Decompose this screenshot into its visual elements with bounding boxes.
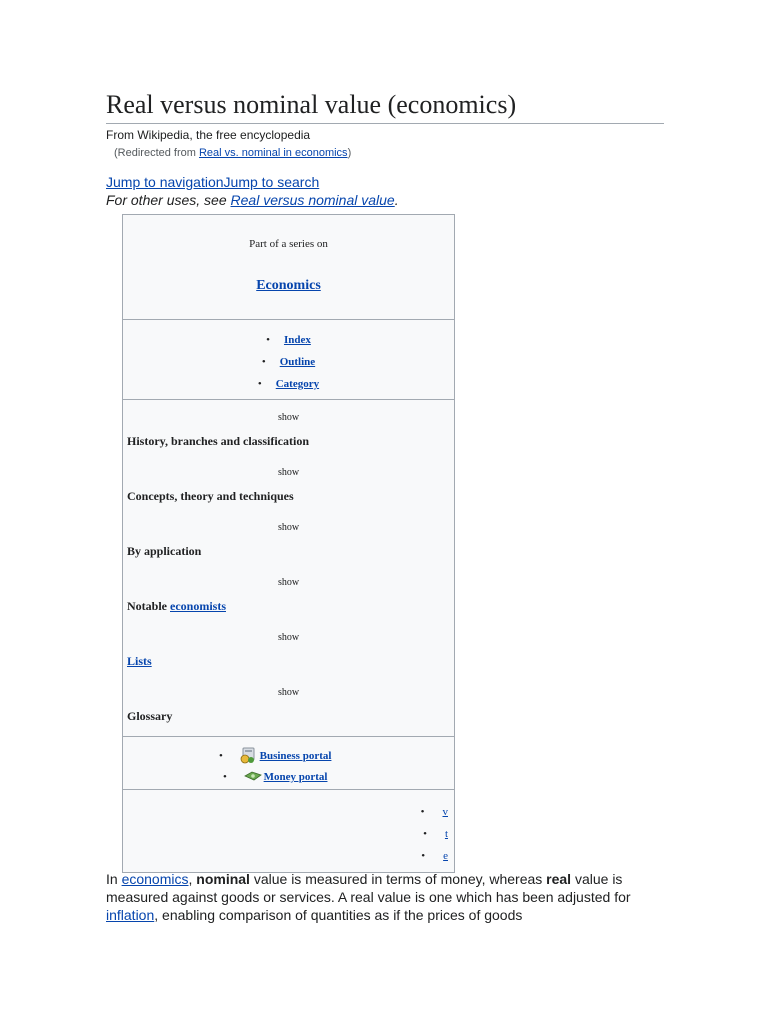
jump-to-navigation-link[interactable]: Jump to navigation xyxy=(106,174,224,190)
bullet-icon: • xyxy=(266,334,270,346)
jump-links xyxy=(106,173,664,191)
economists-link[interactable]: economists xyxy=(170,599,226,613)
sidebar-item-index xyxy=(123,329,454,351)
hatnote xyxy=(106,191,664,209)
section-application xyxy=(123,510,454,565)
vte-edit-link[interactable]: e xyxy=(443,850,448,862)
section-label: History, branches and classification xyxy=(127,434,310,448)
show-toggle[interactable]: show xyxy=(277,577,300,588)
money-portal-item xyxy=(223,770,327,785)
vte-talk-link[interactable]: t xyxy=(444,828,448,840)
show-toggle[interactable]: show xyxy=(277,687,300,698)
economics-link[interactable]: economics xyxy=(121,871,189,887)
vte-edit-item xyxy=(421,850,448,862)
sidebar-item-category xyxy=(123,373,454,395)
bullet-icon: • xyxy=(261,356,266,368)
hatnote-link[interactable]: Real versus nominal value xyxy=(230,192,395,208)
p1-comma: , xyxy=(188,871,197,887)
vte-view-item xyxy=(421,806,448,818)
section-lists xyxy=(123,620,454,675)
inflation-link[interactable]: inflation xyxy=(106,907,155,923)
vte-view-link[interactable]: v xyxy=(442,806,448,818)
real-term: real xyxy=(546,871,572,887)
nominal-term: nominal xyxy=(196,871,250,887)
page-title: Real versus nominal value (economics) xyxy=(106,88,664,124)
p1-end: , enabling comparison of quantities as if the prices of goods xyxy=(154,907,523,923)
redirect-suffix: ) xyxy=(347,147,352,159)
sidebar-vte xyxy=(123,790,454,872)
sidebar-index-link[interactable]: Index xyxy=(283,334,311,346)
vte-talk-item xyxy=(423,828,448,840)
business-portal-icon xyxy=(240,746,258,767)
bullet-icon: • xyxy=(223,771,227,784)
section-label xyxy=(127,599,226,614)
show-toggle[interactable]: show xyxy=(277,412,300,423)
sidebar-header xyxy=(123,215,454,320)
p1-prefix: In xyxy=(106,871,122,887)
redirect-prefix: (Redirected from xyxy=(114,147,199,159)
sidebar-title xyxy=(123,278,454,294)
lists-link[interactable]: Lists xyxy=(127,654,152,668)
show-toggle[interactable]: show xyxy=(277,467,300,478)
jump-to-search-link[interactable]: Jump to search xyxy=(223,174,320,190)
redirect-note xyxy=(114,147,664,159)
bullet-icon: • xyxy=(420,806,425,818)
show-toggle[interactable]: show xyxy=(277,632,300,643)
bullet-icon: • xyxy=(257,378,262,390)
sidebar-nav xyxy=(123,320,454,400)
money-portal-link[interactable]: Money portal xyxy=(263,771,328,784)
section-label: By application xyxy=(127,544,202,558)
business-portal-item xyxy=(219,746,331,767)
sidebar-portals xyxy=(123,737,454,790)
p1-mid2: value is measured against goods or services. A real value is one which has been adjusted for xyxy=(106,871,631,905)
sidebar-pretitle: Part of a series on xyxy=(249,238,328,250)
article-intro-paragraph xyxy=(106,870,666,924)
section-label: Concepts, theory and techniques xyxy=(127,489,294,503)
economics-sidebar xyxy=(122,214,455,873)
section-notable-economists xyxy=(123,565,454,620)
bullet-icon: • xyxy=(423,828,427,840)
bullet-icon: • xyxy=(421,850,426,862)
section-history xyxy=(123,400,454,455)
tagline: From Wikipedia, the free encyclopedia xyxy=(106,128,311,142)
p1-mid1: value is measured in terms of money, whereas xyxy=(249,871,547,887)
sidebar-title-link[interactable]: Economics xyxy=(256,278,321,293)
sidebar-sections xyxy=(123,400,454,737)
notable-prefix: Notable xyxy=(127,599,170,613)
hatnote-prefix: For other uses, see xyxy=(106,192,231,208)
show-toggle[interactable]: show xyxy=(277,522,300,533)
section-glossary xyxy=(123,675,454,730)
redirect-link[interactable]: Real vs. nominal in economics xyxy=(198,147,348,159)
bullet-icon: • xyxy=(219,750,223,763)
business-portal-link[interactable]: Business portal xyxy=(259,750,332,763)
section-concepts xyxy=(123,455,454,510)
hatnote-suffix: . xyxy=(394,192,399,208)
sidebar-item-outline xyxy=(123,351,454,373)
section-label xyxy=(127,654,152,669)
money-portal-icon xyxy=(244,770,262,785)
article-header xyxy=(106,88,664,209)
sidebar-outline-link[interactable]: Outline xyxy=(279,356,316,368)
section-label: Glossary xyxy=(127,709,173,723)
sidebar-category-link[interactable]: Category xyxy=(275,378,320,390)
